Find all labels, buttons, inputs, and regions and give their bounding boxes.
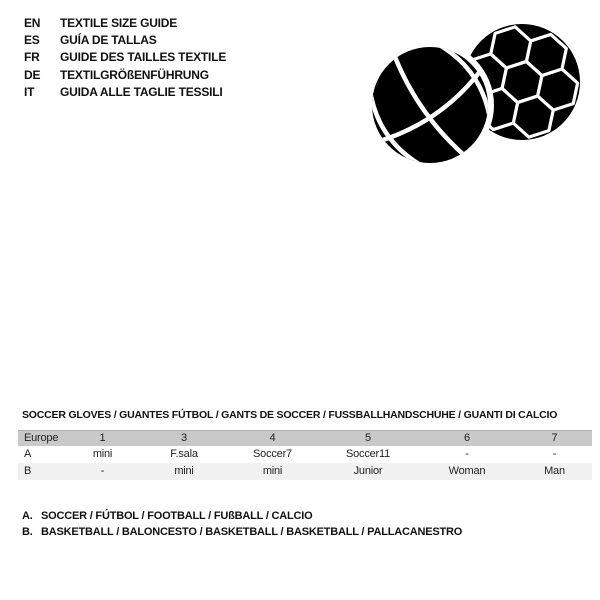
language-label: TEXTILGRÖßENFÜHRUNG [60, 67, 209, 82]
table-cell: mini [92, 448, 113, 460]
footnote-b [22, 524, 462, 540]
sports-balls-illustration [362, 8, 594, 176]
table-header-cell: Europe [18, 431, 63, 446]
table-cell: - [465, 448, 469, 460]
language-row-fr [24, 49, 226, 66]
table-header-cell: 5 [319, 431, 417, 446]
language-row-it [24, 84, 226, 101]
table-cell: Soccer11 [345, 448, 391, 460]
language-label: GUIDA ALLE TAGLIE TESSILI [60, 85, 223, 100]
language-code: DE [24, 67, 41, 82]
footnote-label: A. [22, 510, 33, 522]
footnote-text: BASKETBALL / BALONCESTO / BASKETBALL / BASKETBALL / PALLACANESTRO [41, 526, 463, 538]
size-table-title: SOCCER GLOVES / GUANTES FÚTBOL / GANTS DE SOCCER / FUSSBALLHANDSCHUHE / GUANTI DI CALCIO [22, 409, 558, 421]
language-code: EN [24, 15, 41, 30]
language-code: ES [24, 33, 40, 48]
row-label: B [24, 465, 32, 477]
language-row-en [24, 14, 226, 31]
table-cell: F.sala [170, 448, 198, 460]
table-cell: Man [544, 465, 565, 477]
table-header-cell: 3 [142, 431, 226, 446]
footnote-a [22, 508, 462, 524]
table-cell: - [552, 448, 557, 460]
size-table-header-row [18, 431, 592, 446]
table-header-cell: 6 [417, 431, 517, 446]
footnote-text: SOCCER / FÚTBOL / FOOTBALL / FUßBALL / CALCIO [41, 510, 313, 522]
table-cell: mini [262, 465, 283, 477]
language-row-de [24, 66, 226, 83]
row-label: A [24, 448, 32, 460]
footnotes [22, 508, 462, 540]
table-header-cell: 4 [226, 431, 319, 446]
language-code: IT [24, 85, 35, 100]
table-cell: Woman [448, 465, 486, 477]
language-label: GUIDE DES TAILLES TEXTILE [60, 50, 227, 65]
table-row-a [18, 446, 592, 463]
table-cell: - [100, 465, 105, 477]
table-cell: Junior [353, 465, 383, 477]
table-header-cell: 1 [63, 431, 142, 446]
footnote-label: B. [22, 526, 33, 538]
table-cell: Soccer7 [253, 448, 292, 460]
language-label: TEXTILE SIZE GUIDE [60, 15, 178, 30]
table-row-b [18, 463, 592, 480]
language-row-es [24, 31, 226, 48]
language-code: FR [24, 50, 40, 65]
language-guide-list [24, 14, 226, 101]
language-label: GUÍA DE TALLAS [60, 33, 157, 48]
size-table [18, 430, 592, 480]
table-cell: mini [174, 465, 194, 477]
table-header-cell: 7 [517, 431, 592, 446]
